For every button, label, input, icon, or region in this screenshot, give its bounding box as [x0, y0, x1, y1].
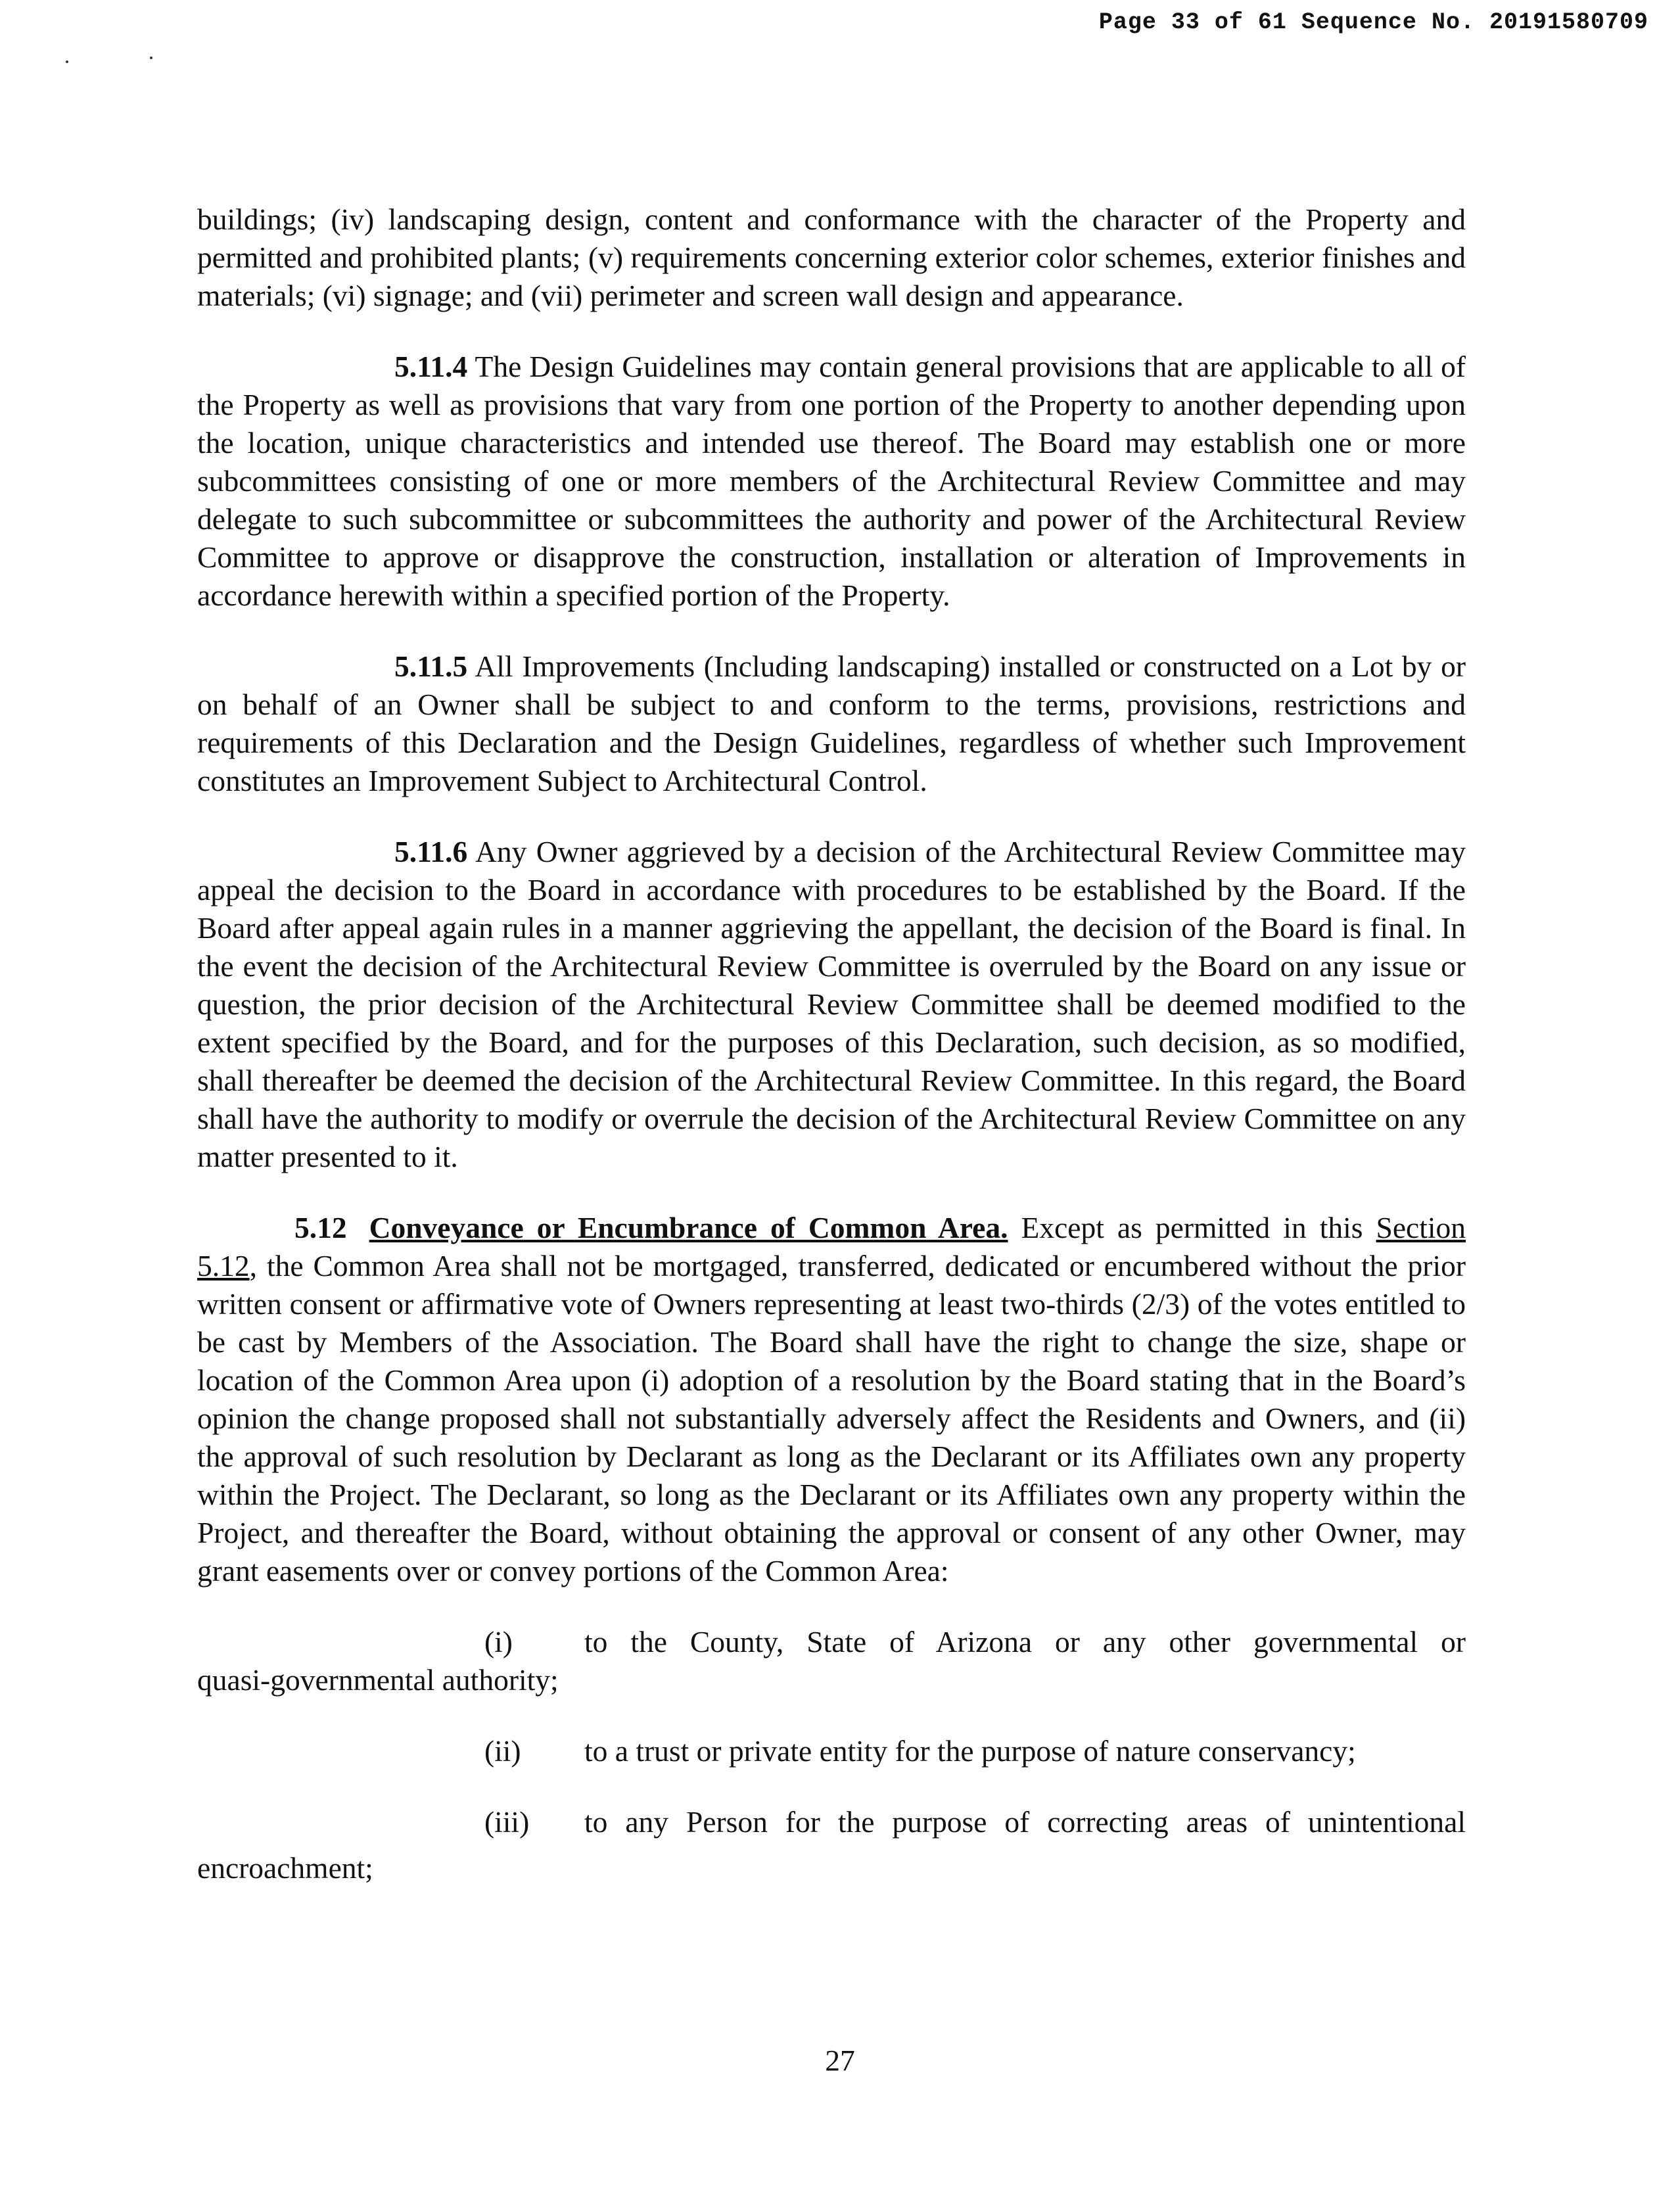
list-line — [197, 1623, 1466, 1661]
list-text: to a trust or private entity for the purpose of nature conservancy; — [584, 1734, 1356, 1768]
list-continuation: encroachment; — [197, 1851, 373, 1885]
section-cross-reference: Section 5.12 — [197, 1211, 1466, 1282]
paragraph-continuation: buildings; (iv) landscaping design, content and conformance with the character of the Property and permitted and prohibited plants; (v) requirements concerning exterior color schemes, exterior finishes and materials; (vi) signage; and (vii) perimeter and screen wall design and appearance. — [197, 202, 1466, 312]
list-item — [197, 1803, 1466, 1887]
list-line — [197, 1732, 1466, 1770]
section-number: 5.11.6 — [394, 835, 468, 868]
document-body — [197, 200, 1466, 1920]
paragraph-text: , the Common Area shall not be mortgaged, transferred, dedicated or encumbered without the prior written consent or affirmative vote of Owners representing at least two-thirds (2/3) of the votes entitled to be cast by Members of the Association. The Board shall have the right to change the size, shape or location of the Common Area upon (i) adoption of a resolution by the Board stating that in the Board’s opinion the change proposed shall not substantially adversely affect the Residents and Owners, and (ii) the approval of such resolution by Declarant as long as the Declarant or its Affiliates own any property within the Project. The Declarant, so long as the Declarant or its Affiliates own any property within the Project, and thereafter the Board, without obtaining the approval or consent of any other Owner, may grant easements over or convey portions of the Common Area: — [197, 1249, 1466, 1587]
paragraph-5-11-4 — [197, 348, 1466, 615]
list-item — [197, 1623, 1466, 1699]
list-item — [197, 1732, 1466, 1770]
paragraph-5-11-5 — [197, 647, 1466, 800]
page-number: 27 — [825, 2044, 855, 2077]
list-text: to any Person for the purpose of correcting areas of unintentional — [584, 1805, 1466, 1839]
section-heading: Conveyance or Encumbrance of Common Area. — [369, 1211, 1008, 1244]
paragraph-text: All Improvements (Including landscaping) installed or constructed on a Lot by or on behalf of an Owner shall be subject to and conform to the terms, provisions, restrictions and requirements of this Declaration and the Design Guidelines, regardless of whether such Improvement constitutes an Improvement Subject to Architectural Control. — [197, 649, 1466, 797]
section-number: 5.11.4 — [394, 350, 468, 383]
section-number: 5.11.5 — [394, 649, 468, 683]
list-marker: (i) — [484, 1625, 513, 1658]
section-number: 5.12 — [294, 1211, 347, 1244]
scan-speck — [66, 60, 68, 63]
list-line — [197, 1803, 1466, 1841]
list-marker: (iii) — [484, 1805, 530, 1839]
list-text: to the County, State of Arizona or any other governmental or — [584, 1625, 1466, 1658]
paragraph-5-11-6 — [197, 833, 1466, 1176]
paragraph-text: Except as permitted in this — [1008, 1211, 1376, 1244]
scan-speck — [150, 57, 152, 59]
list-continuation: quasi-governmental authority; — [197, 1663, 559, 1697]
paragraph-5-12 — [197, 1209, 1466, 1590]
paragraph-text: The Design Guidelines may contain general provisions that are applicable to all of the Property as well as provisions that vary from one portion of the Property to another depending upon the location, unique characteristics and intended use thereof. The Board may establish one or more subcommittees consisting of one or more members of the Architectural Review Committee and may delegate to such subcommittee or subcommittees the authority and power of the Architectural Review Committee to approve or disapprove the construction, installation or alteration of Improvements in accordance herewith within a specified portion of the Property. — [197, 350, 1466, 612]
list-marker: (ii) — [484, 1734, 521, 1768]
page-sequence-header: Page 33 of 61 Sequence No. 20191580709 — [1098, 9, 1648, 35]
paragraph-text: Any Owner aggrieved by a decision of the Architectural Review Committee may appeal the decision to the Board in accordance with procedures to be established by the Board. If the Board after appeal again rules in a manner aggrieving the appellant, the decision of the Board is final. In the event the decision of the Architectural Review Committee is overruled by the Board on any issue or question, the prior decision of the Architectural Review Committee shall be deemed modified to the extent specified by the Board, and for the purposes of this Declaration, such decision, as so modified, shall thereafter be deemed the decision of the Architectural Review Committee. In this regard, the Board shall have the authority to modify or overrule the decision of the Architectural Review Committee on any matter presented to it. — [197, 835, 1466, 1173]
